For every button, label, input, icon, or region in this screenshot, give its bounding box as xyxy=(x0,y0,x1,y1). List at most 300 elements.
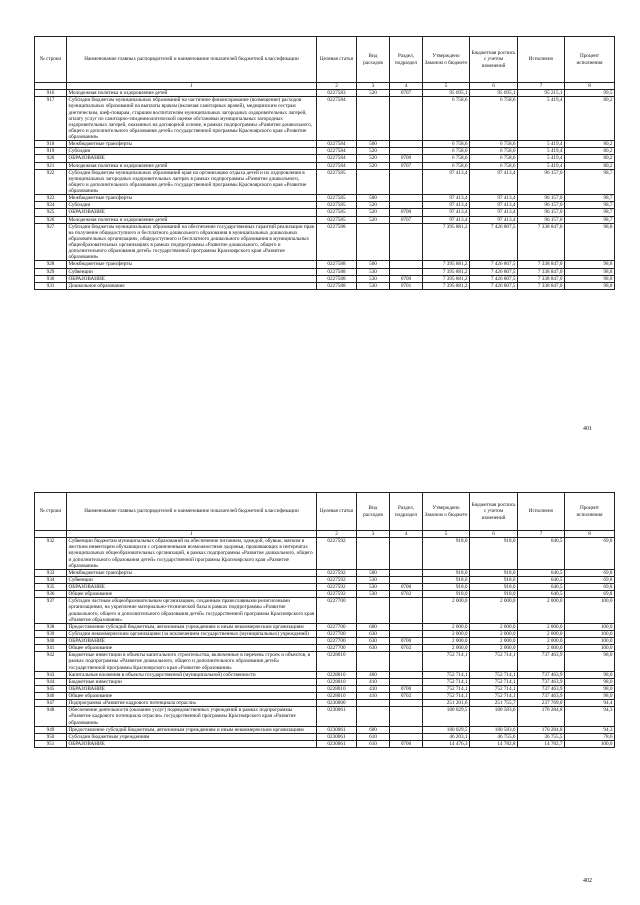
expense-type-cell xyxy=(357,97,390,141)
percent-cell: 98,8 xyxy=(565,282,615,289)
table-row xyxy=(35,261,615,268)
column-number: 2 xyxy=(317,531,357,538)
expense-type-cell xyxy=(357,598,390,624)
expense-type-cell: 400 xyxy=(357,671,390,678)
percent-cell: 98,7 xyxy=(565,202,615,209)
row-name-cell: Межбюджетные трансферты xyxy=(67,261,317,268)
expense-type-cell: 530 xyxy=(357,591,390,598)
budget-roll-amount-cell: 6 758,6 xyxy=(470,148,518,155)
row-name-cell: Бюджетные инвестиции xyxy=(67,678,317,685)
section-cell xyxy=(390,202,423,209)
approved-amount-cell: 2 000,0 xyxy=(423,638,470,645)
percent-cell: 98,8 xyxy=(565,223,615,261)
row-name-cell: Межбюджетные трансферты xyxy=(67,195,317,202)
approved-amount-cell: 2 000,0 xyxy=(423,645,470,652)
percent-cell: 80,2 xyxy=(565,155,615,162)
row-name-cell: ОБРАЗОВАНИЕ xyxy=(67,209,317,216)
percent-cell: 98,7 xyxy=(565,209,615,216)
approved-amount-cell: 7 395 881,2 xyxy=(423,275,470,282)
budget-roll-amount-cell: 46 755,6 xyxy=(470,733,518,740)
budget-roll-amount-cell: 918,0 xyxy=(470,591,518,598)
percent-cell: 94,3 xyxy=(565,707,615,726)
budget-roll-amount-cell: 7 426 807,5 xyxy=(470,261,518,268)
target-article-cell: 0230000 xyxy=(317,700,357,707)
percent-cell: 98,8 xyxy=(565,268,615,275)
budget-roll-amount-cell: 2 000,0 xyxy=(470,630,518,637)
section-cell xyxy=(390,576,423,583)
expense-type-cell xyxy=(357,700,390,707)
expense-type-cell: 530 xyxy=(357,275,390,282)
target-article-cell: 0228010 xyxy=(317,652,357,671)
target-article-cell: 0227592 xyxy=(317,584,357,591)
section-cell xyxy=(390,678,423,685)
percent-cell: 100,0 xyxy=(565,645,615,652)
section-cell xyxy=(390,569,423,576)
executed-amount-cell: 5 419,4 xyxy=(518,155,565,162)
header-expense-type: Вид расходов xyxy=(357,493,390,531)
budget-roll-amount-cell: 918,0 xyxy=(470,569,518,576)
section-cell xyxy=(390,707,423,726)
row-name-cell: Подпрограмма «Развитие кадрового потенциала отрасли» xyxy=(67,700,317,707)
section-cell xyxy=(390,652,423,671)
row-number-cell: 921 xyxy=(35,162,67,169)
expense-type-cell xyxy=(357,707,390,726)
percent-cell: 69,8 xyxy=(565,591,615,598)
target-article-cell: 0227588 xyxy=(317,282,357,289)
executed-amount-cell: 2 000,0 xyxy=(518,623,565,630)
expense-type-cell: 530 xyxy=(357,268,390,275)
approved-amount-cell: 14 476,3 xyxy=(423,740,470,747)
expense-type-cell: 500 xyxy=(357,141,390,148)
target-article-cell: 0227584 xyxy=(317,162,357,169)
row-name-cell: Молодежная политика и оздоровление детей xyxy=(67,90,317,97)
section-cell xyxy=(390,223,423,261)
column-number-row xyxy=(35,83,615,90)
target-article-cell: 0227592 xyxy=(317,591,357,598)
executed-amount-cell: 7 338 847,0 xyxy=(518,282,565,289)
section-cell: 0707 xyxy=(390,216,423,223)
budget-roll-amount-cell: 180 583,6 xyxy=(470,707,518,726)
table-row xyxy=(35,591,615,598)
executed-amount-cell: 737 463,9 xyxy=(518,671,565,678)
approved-amount-cell: 2 000,0 xyxy=(423,630,470,637)
percent-cell: 69,8 xyxy=(565,584,615,591)
table-row xyxy=(35,162,615,169)
table-row xyxy=(35,584,615,591)
column-number: 7 xyxy=(518,83,565,90)
budget-roll-amount-cell: 6 758,6 xyxy=(470,162,518,169)
expense-type-cell xyxy=(357,538,390,570)
percent-cell: 98,7 xyxy=(565,169,615,195)
budget-roll-amount-cell: 7 426 807,5 xyxy=(470,282,518,289)
row-number-cell: 944 xyxy=(35,678,67,685)
expense-type-cell: 520 xyxy=(357,202,390,209)
table-row xyxy=(35,671,615,678)
expense-type-cell: 520 xyxy=(357,209,390,216)
target-article-cell: 0227584 xyxy=(317,97,357,141)
approved-amount-cell: 97 413,4 xyxy=(423,209,470,216)
row-number-cell: 927 xyxy=(35,223,67,261)
header-name: Наименование главных распорядителей и наименование показателей бюджетной классификации xyxy=(67,493,317,531)
table-row xyxy=(35,630,615,637)
header-budget-roll: Бюджетная роспись с учетом изменений xyxy=(470,37,518,83)
row-number-cell: 934 xyxy=(35,576,67,583)
target-article-cell: 0230061 xyxy=(317,726,357,733)
executed-amount-cell: 737 463,9 xyxy=(518,685,565,692)
section-cell: 0700 xyxy=(390,740,423,747)
target-article-cell: 0230061 xyxy=(317,733,357,740)
percent-cell: 98,7 xyxy=(565,216,615,223)
executed-amount-cell: 96 157,0 xyxy=(518,216,565,223)
header-approved: Утверждено Законом о бюджете xyxy=(423,493,470,531)
table-row xyxy=(35,685,615,692)
row-number-cell: 920 xyxy=(35,155,67,162)
executed-amount-cell: 640,5 xyxy=(518,584,565,591)
table-row xyxy=(35,202,615,209)
target-article-cell: 0230061 xyxy=(317,707,357,726)
executed-amount-cell: 96 157,0 xyxy=(518,195,565,202)
table-row xyxy=(35,148,615,155)
row-number-cell: 945 xyxy=(35,685,67,692)
column-number: 8 xyxy=(565,531,615,538)
executed-amount-cell: 96 157,0 xyxy=(518,209,565,216)
section-cell xyxy=(390,148,423,155)
row-name-cell: ОБРАЗОВАНИЕ xyxy=(67,740,317,747)
approved-amount-cell: 180 029,5 xyxy=(423,726,470,733)
header-target: Целевая статья xyxy=(317,493,357,531)
column-number: 4 xyxy=(390,83,423,90)
percent-cell: 69,8 xyxy=(565,538,615,570)
row-number-cell: 930 xyxy=(35,275,67,282)
row-name-cell: ОБРАЗОВАНИЕ xyxy=(67,155,317,162)
column-number-row xyxy=(35,531,615,538)
row-name-cell: Капитальные вложения в объекты государственной (муниципальной) собственности xyxy=(67,671,317,678)
row-number-cell: 946 xyxy=(35,693,67,700)
expense-type-cell: 410 xyxy=(357,685,390,692)
percent-cell: 94,4 xyxy=(565,700,615,707)
column-number: 3 xyxy=(357,531,390,538)
section-cell: 0701 xyxy=(390,282,423,289)
percent-cell: 98,7 xyxy=(565,195,615,202)
executed-amount-cell: 2 000,0 xyxy=(518,630,565,637)
approved-amount-cell: 752 714,1 xyxy=(423,678,470,685)
table-header-row xyxy=(35,37,615,83)
target-article-cell: 0227583 xyxy=(317,90,357,97)
budget-roll-amount-cell: 97 413,4 xyxy=(470,169,518,195)
row-name-cell: ОБРАЗОВАНИЕ xyxy=(67,685,317,692)
budget-table-page-401 xyxy=(34,36,615,290)
table-row xyxy=(35,90,615,97)
row-number-cell: 926 xyxy=(35,216,67,223)
table-row xyxy=(35,652,615,671)
expense-type-cell: 410 xyxy=(357,693,390,700)
budget-roll-amount-cell: 97 413,4 xyxy=(470,202,518,209)
row-number-cell: 922 xyxy=(35,169,67,195)
percent-cell: 100,0 xyxy=(565,740,615,747)
row-name-cell: Субвенции xyxy=(67,268,317,275)
row-number-cell: 916 xyxy=(35,90,67,97)
executed-amount-cell: 640,5 xyxy=(518,569,565,576)
percent-cell: 98,0 xyxy=(565,685,615,692)
column-number: 7 xyxy=(518,531,565,538)
header-approved: Утверждено Законом о бюджете xyxy=(423,37,470,83)
expense-type-cell: 500 xyxy=(357,261,390,268)
row-name-cell: Общее образование xyxy=(67,693,317,700)
column-number: 6 xyxy=(470,531,518,538)
budget-roll-amount-cell: 95 695,1 xyxy=(470,90,518,97)
row-number-cell: 935 xyxy=(35,584,67,591)
header-budget-roll: Бюджетная роспись с учетом изменений xyxy=(470,493,518,531)
executed-amount-cell: 36 755,5 xyxy=(518,733,565,740)
table-header-row xyxy=(35,493,615,531)
header-section: Раздел, подраздел xyxy=(390,493,423,531)
section-cell: 0707 xyxy=(390,162,423,169)
approved-amount-cell: 6 758,6 xyxy=(423,148,470,155)
row-name-cell: Субвенции бюджетам муниципальных образований на обеспечение питанием, одеждой, обувью, мягким и жестким инвентарем обучающихся с ограниченными возможностями здоровья, проживающих в интернатах муниципальных общеобразовательных организаций, в рамках подпрограммы «Развитие дошкольного, общего и дополнительного образования детей» государственной программы Красноярского края «Развитие образования» xyxy=(67,538,317,570)
table-row xyxy=(35,623,615,630)
budget-roll-amount-cell: 6 758,6 xyxy=(470,155,518,162)
approved-amount-cell: 6 758,6 xyxy=(423,97,470,141)
table-row xyxy=(35,209,615,216)
header-percent: Процент исполнения xyxy=(565,493,615,531)
approved-amount-cell: 7 395 881,2 xyxy=(423,261,470,268)
expense-type-cell: 530 xyxy=(357,584,390,591)
approved-amount-cell: 97 413,4 xyxy=(423,169,470,195)
table-row xyxy=(35,282,615,289)
budget-roll-amount-cell: 6 758,6 xyxy=(470,141,518,148)
row-name-cell: Предоставление субсидий бюджетным, автономным учреждениям и иным некоммерческим организациям xyxy=(67,623,317,630)
section-cell xyxy=(390,169,423,195)
executed-amount-cell: 5 419,4 xyxy=(518,97,565,141)
budget-roll-amount-cell: 7 426 807,5 xyxy=(470,223,518,261)
target-article-cell: 0227592 xyxy=(317,576,357,583)
column-number: 5 xyxy=(423,83,470,90)
target-article-cell: 0227585 xyxy=(317,195,357,202)
section-cell xyxy=(390,195,423,202)
column-number: 6 xyxy=(470,83,518,90)
table-row xyxy=(35,538,615,570)
expense-type-cell: 520 xyxy=(357,162,390,169)
row-number-cell: 941 xyxy=(35,645,67,652)
row-number-cell: 917 xyxy=(35,97,67,141)
table-row xyxy=(35,155,615,162)
percent-cell: 98,0 xyxy=(565,693,615,700)
executed-amount-cell: 737 463,9 xyxy=(518,693,565,700)
budget-roll-amount-cell: 97 413,4 xyxy=(470,209,518,216)
target-article-cell: 0227700 xyxy=(317,630,357,637)
row-name-cell: Субсидии частным общеобразовательным организациям, созданным православными религиозными организациями, на укрепление материально-технической базы в рамках подпрограммы «Развитие дошкольного, общего и дополнительного образования детей» государственной программы Красноярского края «Развитие образования» xyxy=(67,598,317,624)
approved-amount-cell: 918,0 xyxy=(423,576,470,583)
executed-amount-cell: 640,5 xyxy=(518,538,565,570)
target-article-cell: 0227584 xyxy=(317,155,357,162)
expense-type-cell: 630 xyxy=(357,645,390,652)
expense-type-cell xyxy=(357,169,390,195)
approved-amount-cell: 97 413,4 xyxy=(423,195,470,202)
expense-type-cell: 610 xyxy=(357,740,390,747)
row-number-cell: 925 xyxy=(35,209,67,216)
percent-cell: 100,0 xyxy=(565,623,615,630)
header-target: Целевая статья xyxy=(317,37,357,83)
approved-amount-cell: 6 758,6 xyxy=(423,162,470,169)
target-article-cell: 0227585 xyxy=(317,209,357,216)
executed-amount-cell: 640,5 xyxy=(518,576,565,583)
expense-type-cell: 630 xyxy=(357,630,390,637)
section-cell: 0700 xyxy=(390,155,423,162)
header-section: Раздел, подраздел xyxy=(390,37,423,83)
section-cell xyxy=(390,261,423,268)
executed-amount-cell: 237 769,0 xyxy=(518,700,565,707)
executed-amount-cell: 5 419,4 xyxy=(518,162,565,169)
expense-type-cell: 520 xyxy=(357,90,390,97)
row-number-cell: 948 xyxy=(35,707,67,726)
table-row xyxy=(35,733,615,740)
page-number: 402 xyxy=(583,878,592,884)
budget-roll-amount-cell: 2 000,0 xyxy=(470,645,518,652)
row-number-cell: 931 xyxy=(35,282,67,289)
approved-amount-cell: 2 000,0 xyxy=(423,598,470,624)
budget-roll-amount-cell: 918,0 xyxy=(470,576,518,583)
approved-amount-cell: 6 758,6 xyxy=(423,155,470,162)
percent-cell: 100,0 xyxy=(565,598,615,624)
table-row xyxy=(35,740,615,747)
row-name-cell: ОБРАЗОВАНИЕ xyxy=(67,584,317,591)
percent-cell: 80,2 xyxy=(565,148,615,155)
percent-cell: 98,8 xyxy=(565,261,615,268)
target-article-cell: 0227585 xyxy=(317,216,357,223)
approved-amount-cell: 918,0 xyxy=(423,538,470,570)
row-name-cell: Субсидии бюджетным учреждениям xyxy=(67,733,317,740)
approved-amount-cell: 752 714,1 xyxy=(423,671,470,678)
percent-cell: 98,0 xyxy=(565,671,615,678)
table-row xyxy=(35,141,615,148)
expense-type-cell: 500 xyxy=(357,195,390,202)
approved-amount-cell: 251 201,6 xyxy=(423,700,470,707)
executed-amount-cell: 5 419,4 xyxy=(518,148,565,155)
budget-roll-amount-cell: 918,0 xyxy=(470,584,518,591)
row-name-cell: Субсидии бюджетам муниципальных образований края на организацию отдыха детей и их оздоровления в муниципальных загородных оздоровительных лагерях в рамках подпрограммы «Развитие дошкольного, общего и дополнительного образования детей» государственной программы Красноярского края «Развитие образования» xyxy=(67,169,317,195)
row-number-cell: 924 xyxy=(35,202,67,209)
budget-roll-amount-cell: 14 782,8 xyxy=(470,740,518,747)
approved-amount-cell: 180 029,5 xyxy=(423,707,470,726)
table-row xyxy=(35,678,615,685)
executed-amount-cell: 7 338 847,0 xyxy=(518,275,565,282)
page-401 xyxy=(0,0,640,452)
section-cell: 0700 xyxy=(390,638,423,645)
row-number-cell: 949 xyxy=(35,726,67,733)
row-name-cell: Субсидии некоммерческим организациям (за исключением государственных (муниципальных) учреждений) xyxy=(67,630,317,637)
executed-amount-cell: 170 284,8 xyxy=(518,726,565,733)
budget-roll-amount-cell: 752 714,1 xyxy=(470,652,518,671)
target-article-cell: 0227700 xyxy=(317,645,357,652)
executed-amount-cell: 737 463,9 xyxy=(518,652,565,671)
target-article-cell: 0228010 xyxy=(317,693,357,700)
budget-roll-amount-cell: 752 714,1 xyxy=(470,678,518,685)
approved-amount-cell: 752 714,1 xyxy=(423,693,470,700)
table-body xyxy=(35,90,615,290)
column-number: 2 xyxy=(317,83,357,90)
page-402 xyxy=(0,452,640,904)
expense-type-cell xyxy=(357,223,390,261)
target-article-cell: 0227700 xyxy=(317,598,357,624)
row-number-cell: 933 xyxy=(35,569,67,576)
row-number-cell: 919 xyxy=(35,148,67,155)
expense-type-cell: 520 xyxy=(357,148,390,155)
section-cell: 0702 xyxy=(390,591,423,598)
section-cell xyxy=(390,630,423,637)
target-article-cell: 0227588 xyxy=(317,261,357,268)
table-row xyxy=(35,97,615,141)
budget-roll-amount-cell: 752 714,1 xyxy=(470,671,518,678)
approved-amount-cell: 918,0 xyxy=(423,591,470,598)
column-number: 5 xyxy=(423,531,470,538)
approved-amount-cell: 7 395 881,2 xyxy=(423,223,470,261)
row-name-cell: Субсидии xyxy=(67,148,317,155)
approved-amount-cell: 6 758,6 xyxy=(423,141,470,148)
row-number-cell: 923 xyxy=(35,195,67,202)
row-number-cell: 936 xyxy=(35,591,67,598)
expense-type-cell: 410 xyxy=(357,678,390,685)
expense-type-cell: 520 xyxy=(357,216,390,223)
table-row xyxy=(35,169,615,195)
percent-cell: 69,8 xyxy=(565,576,615,583)
row-number-cell: 939 xyxy=(35,630,67,637)
target-article-cell: 0230061 xyxy=(317,740,357,747)
row-number-cell: 918 xyxy=(35,141,67,148)
approved-amount-cell: 918,0 xyxy=(423,569,470,576)
header-row-number: № строки xyxy=(35,493,67,531)
page-number: 401 xyxy=(583,426,592,432)
section-cell: 0702 xyxy=(390,693,423,700)
table-row xyxy=(35,638,615,645)
row-name-cell: Межбюджетные трансферты xyxy=(67,569,317,576)
approved-amount-cell: 7 395 881,2 xyxy=(423,282,470,289)
header-expense-type: Вид расходов xyxy=(357,37,390,83)
column-number: 4 xyxy=(390,531,423,538)
section-cell: 0700 xyxy=(390,584,423,591)
executed-amount-cell: 7 338 847,0 xyxy=(518,268,565,275)
section-cell xyxy=(390,671,423,678)
executed-amount-cell: 2 000,0 xyxy=(518,638,565,645)
approved-amount-cell: 95 695,1 xyxy=(423,90,470,97)
expense-type-cell: 610 xyxy=(357,733,390,740)
row-name-cell: Бюджетные инвестиции в объекты капитального строительства, включенные в перечень строек и объектов, в рамках подпрограммы «Развитие дошкольного, общего и дополнительного образования детей» государственной программы Красноярского края «Развитие образования» xyxy=(67,652,317,671)
budget-roll-amount-cell: 2 000,0 xyxy=(470,638,518,645)
row-number-cell: 932 xyxy=(35,538,67,570)
expense-type-cell: 630 xyxy=(357,638,390,645)
target-article-cell: 0227585 xyxy=(317,169,357,195)
executed-amount-cell: 14 782,7 xyxy=(518,740,565,747)
table-body xyxy=(35,538,615,748)
table-row xyxy=(35,268,615,275)
executed-amount-cell: 170 284,8 xyxy=(518,707,565,726)
percent-cell: 98,0 xyxy=(565,678,615,685)
expense-type-cell: 600 xyxy=(357,726,390,733)
column-number: 3 xyxy=(357,83,390,90)
row-name-cell: Общее образование xyxy=(67,591,317,598)
row-number-cell: 937 xyxy=(35,598,67,624)
target-article-cell: 0228010 xyxy=(317,671,357,678)
percent-cell: 69,8 xyxy=(565,569,615,576)
header-percent: Процент исполнения xyxy=(565,37,615,83)
expense-type-cell: 600 xyxy=(357,623,390,630)
row-number-cell: 928 xyxy=(35,261,67,268)
row-name-cell: ОБРАЗОВАНИЕ xyxy=(67,275,317,282)
approved-amount-cell: 7 395 881,2 xyxy=(423,268,470,275)
executed-amount-cell: 2 000,0 xyxy=(518,598,565,624)
budget-roll-amount-cell: 6 758,6 xyxy=(470,97,518,141)
budget-roll-amount-cell: 752 714,1 xyxy=(470,685,518,692)
budget-roll-amount-cell: 180 583,6 xyxy=(470,726,518,733)
